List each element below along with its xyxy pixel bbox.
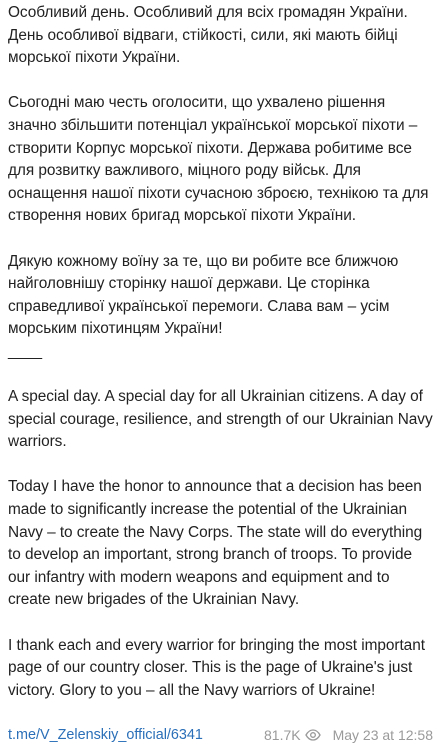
separator-line: ____ (8, 342, 43, 360)
paragraph-en-2: Today I have the honor to announce that a decision has been made to significantly increase the potential of the Ukrainian Navy – to create the Navy Corps. The state will do everything to develop an important, strong branch of troops. To provide our infantry with modern weapons and equipment and to create new brigades of the Ukrainian Navy. (8, 478, 423, 609)
paragraph-en-1: A special day. A special day for all Ukrainian citizens. A day of special courage, resilience, and strength of our Ukrainian Navy warriors. (8, 388, 433, 451)
paragraph-uk-2: Сьогодні маю честь оголосити, що ухвалено рішення значно збільшити потенціал української морської піхоти – створити Корпус морської піхоти. Держава робитиме все для розвитку важливого, міцного роду військ. Для оснащення нашої піхоти сучасною зброєю, технікою та для створення нових бригад морської піхоти України. (8, 94, 429, 225)
post-timestamp: May 23 at 12:58 (332, 727, 433, 743)
post-text (8, 2, 435, 702)
view-count: 81.7K (264, 727, 301, 743)
paragraph-en-3: I thank each and every warrior for bringing the most important page of our country closer. This is the page of Ukraine's just victory. Glory to you – all the Navy warriors of Ukraine! (8, 636, 425, 699)
post-meta (264, 727, 433, 743)
eye-icon (305, 727, 321, 743)
paragraph-uk-3: Дякую кожному воїну за те, що ви робите все ближчою найголовнішу сторінку нашої держави. Це сторінка справедливої української перемоги. Слава вам – усім морським піхотинцям України! (8, 252, 399, 338)
post-footer (8, 725, 433, 745)
post-link[interactable]: t.me/V_Zelenskiy_official/6341 (8, 727, 203, 743)
paragraph-uk-1: Особливий день. Особливий для всіх громадян України. День особливої відваги, стійкості, сили, які мають бійці морської піхоти України. (8, 4, 408, 67)
